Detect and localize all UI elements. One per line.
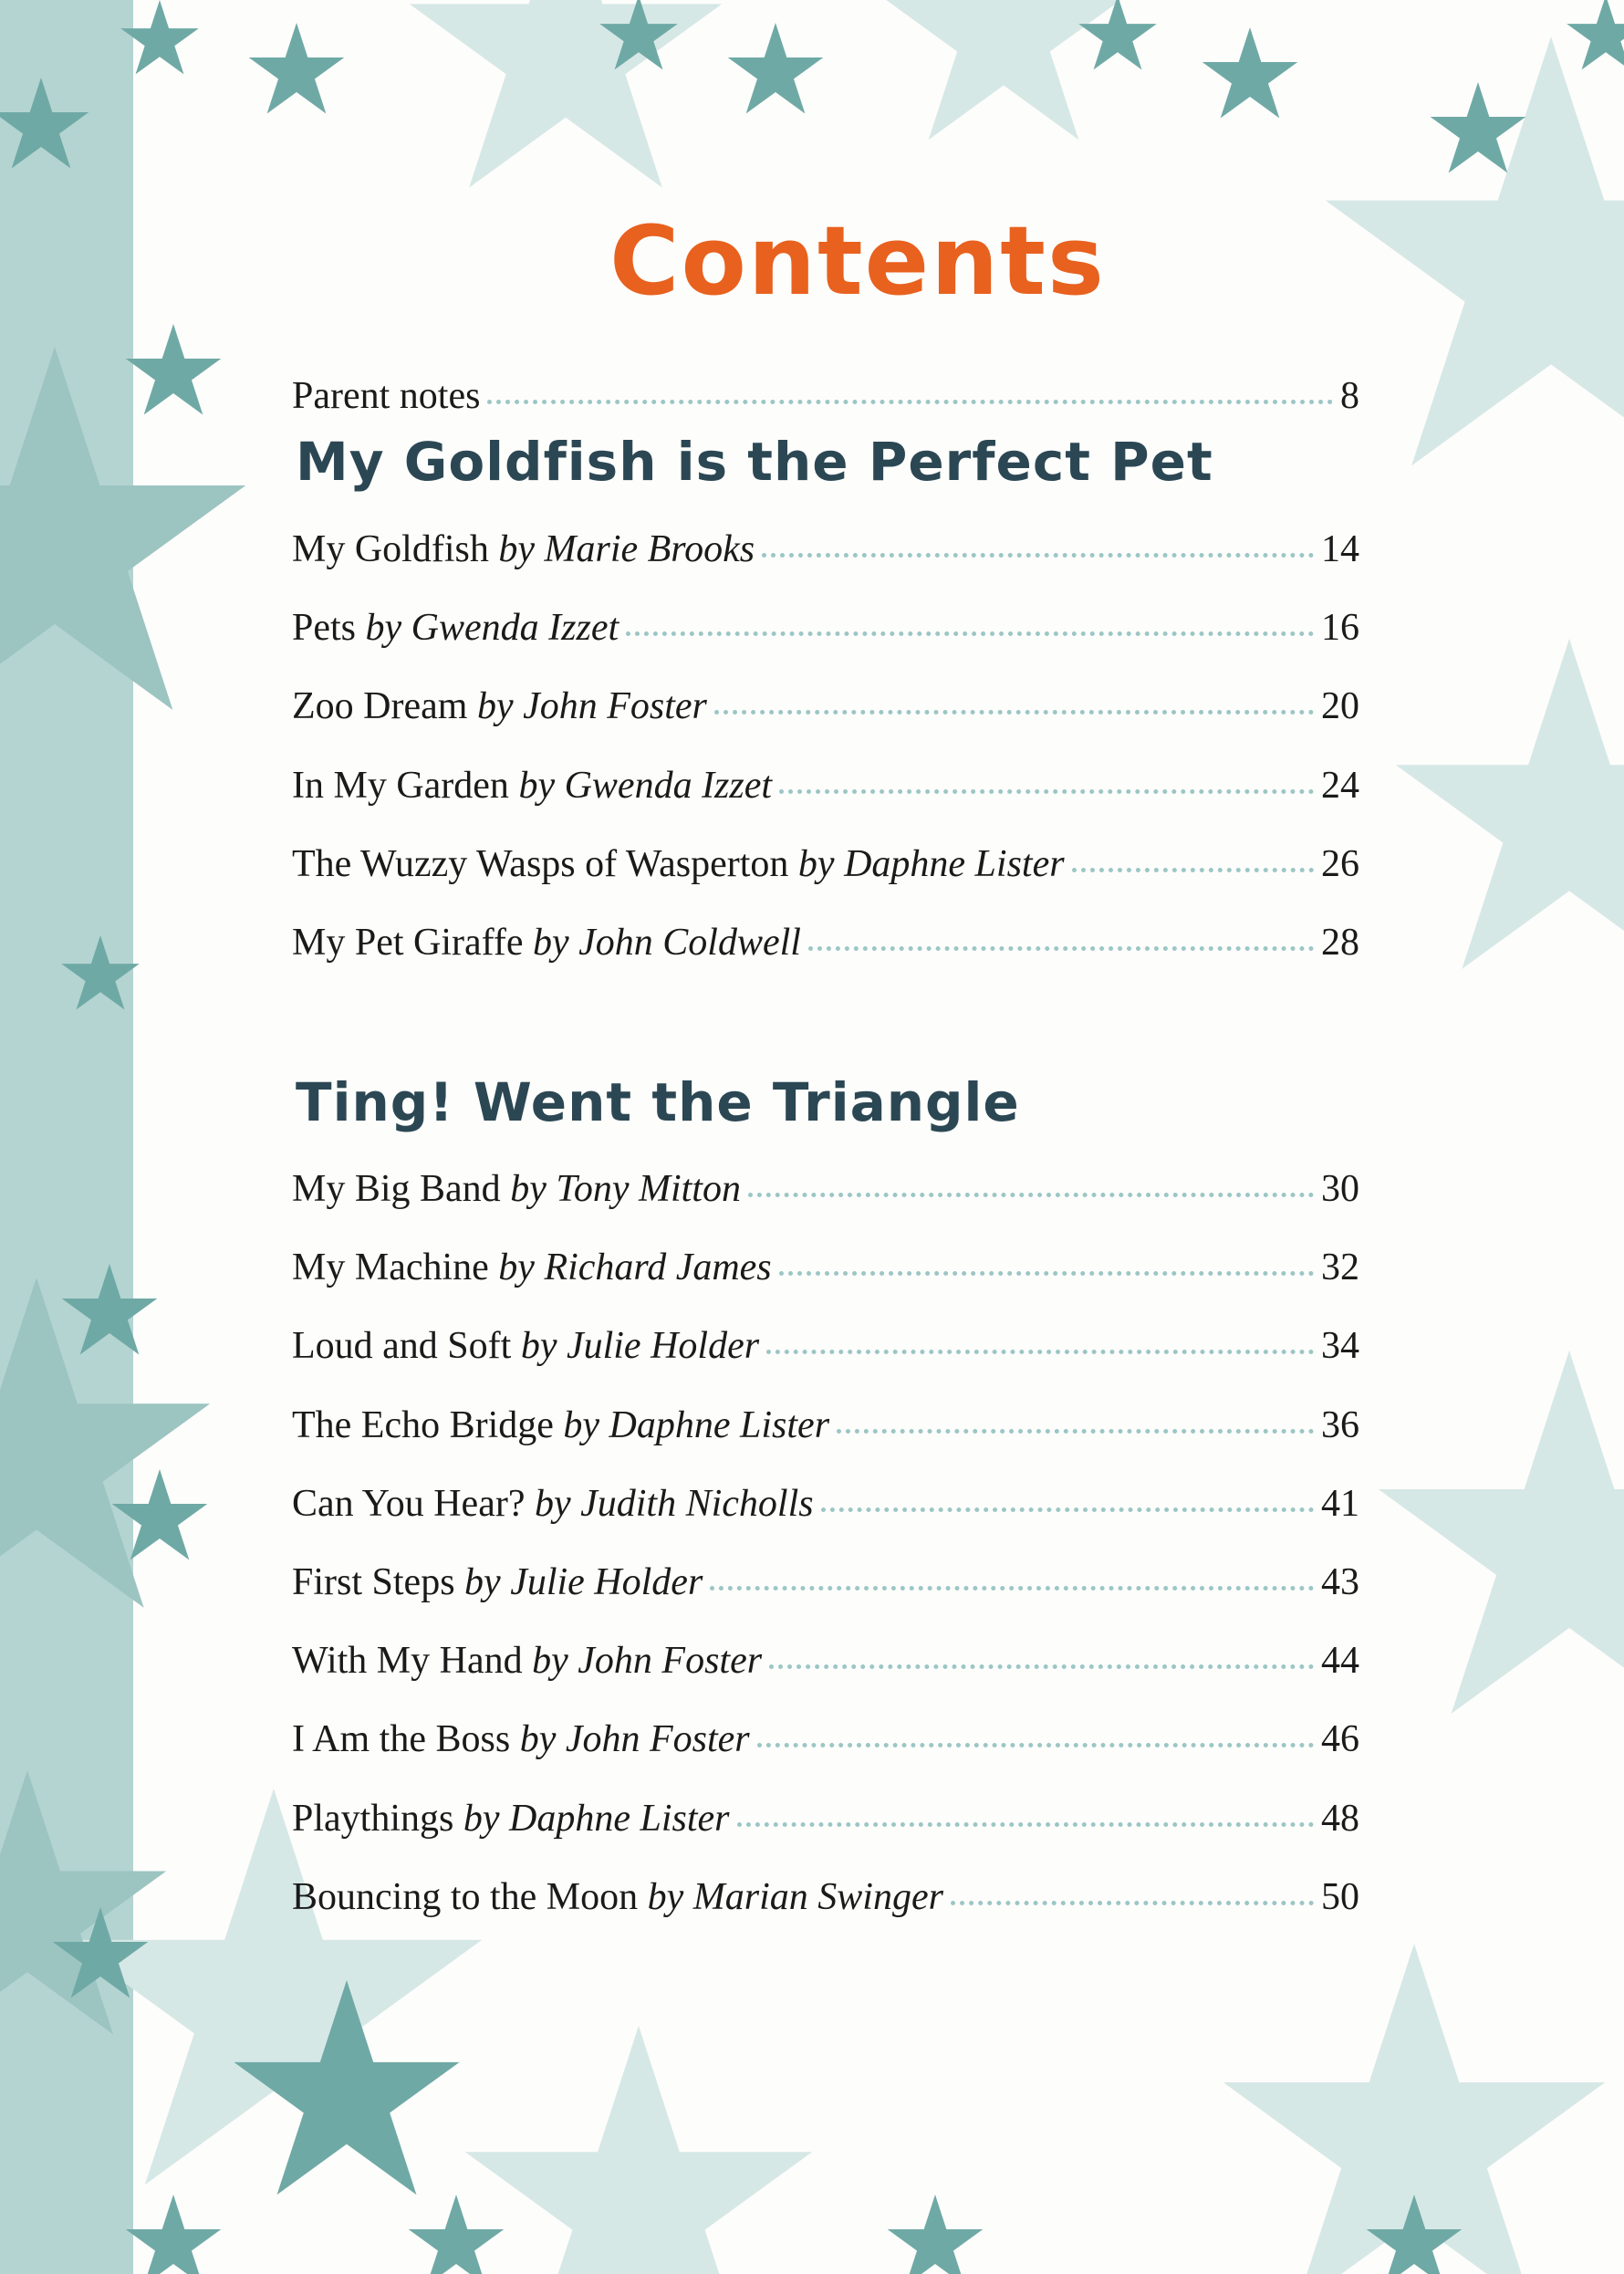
toc-entry[interactable]: [292, 1246, 1359, 1289]
dot-leader: [1072, 868, 1314, 872]
page-number: 48: [1321, 1797, 1359, 1840]
poem-title: With My Hand: [292, 1640, 523, 1683]
poem-title: My Goldfish: [292, 528, 489, 570]
entry-title: [292, 684, 707, 728]
toc-entry[interactable]: [292, 1639, 1359, 1683]
poem-title: Loud and Soft: [292, 1325, 512, 1368]
author: by Marie Brooks: [498, 528, 755, 570]
page-number: 50: [1321, 1875, 1359, 1918]
poem-title: The Wuzzy Wasps of Wasperton: [292, 842, 789, 885]
entry-title: [292, 1403, 829, 1447]
author: by John Coldwell: [533, 922, 801, 964]
poem-title: I Am the Boss: [292, 1718, 511, 1761]
page-number: 30: [1321, 1168, 1359, 1210]
page-number: 46: [1321, 1718, 1359, 1761]
page-number: 8: [1340, 375, 1359, 417]
page-number: 36: [1321, 1403, 1359, 1446]
dot-leader: [762, 553, 1314, 558]
entry-title: [292, 1324, 759, 1368]
poem-title: First Steps: [292, 1561, 455, 1603]
poem-title: Pets: [292, 607, 357, 650]
entry-title: [292, 1639, 762, 1683]
poem-title: Playthings: [292, 1797, 454, 1840]
toc-entry[interactable]: [292, 764, 1359, 808]
entry-title: [292, 1246, 772, 1289]
page-number: 28: [1321, 922, 1359, 964]
toc-entry[interactable]: [292, 1717, 1359, 1761]
page-number: 14: [1321, 528, 1359, 570]
poem-title: My Big Band: [292, 1168, 501, 1210]
page-number: 34: [1321, 1325, 1359, 1368]
toc-entry[interactable]: [292, 1560, 1359, 1604]
entry-title: [292, 764, 772, 808]
page-number: 20: [1321, 685, 1359, 728]
toc-entry[interactable]: [292, 1167, 1359, 1211]
entry-title: Parent notes: [292, 375, 481, 417]
toc-entry[interactable]: [292, 684, 1359, 728]
author: by Gwenda Izzet: [518, 764, 773, 807]
toc-entry[interactable]: [292, 606, 1359, 650]
toc-entry-parent-notes[interactable]: [292, 374, 1359, 418]
toc-entry[interactable]: [292, 1482, 1359, 1526]
page-number: 24: [1321, 764, 1359, 807]
dot-leader: [769, 1664, 1314, 1669]
page-number: 32: [1321, 1247, 1359, 1289]
dot-leader: [779, 1271, 1314, 1276]
entry-title: [292, 1717, 750, 1761]
dot-leader: [766, 1350, 1314, 1354]
entry-title: [292, 527, 755, 571]
dot-leader: [748, 1193, 1314, 1197]
section-heading: My Goldfish is the Perfect Pet: [296, 431, 1213, 493]
author: by Julie Holder: [520, 1325, 760, 1368]
poem-title: My Machine: [292, 1247, 489, 1289]
page-number: 41: [1321, 1482, 1359, 1525]
author: by Daphne Lister: [463, 1797, 730, 1840]
page-number: 16: [1321, 607, 1359, 650]
toc-entry[interactable]: [292, 1324, 1359, 1368]
poem-title: The Echo Bridge: [292, 1403, 554, 1446]
page-number: 43: [1321, 1561, 1359, 1603]
author: by John Foster: [519, 1718, 750, 1761]
section-heading: Ting! Went the Triangle: [296, 1071, 1020, 1133]
dot-leader: [626, 631, 1314, 636]
entry-title: [292, 1875, 943, 1919]
author: by John Foster: [476, 685, 707, 728]
dot-leader: [951, 1901, 1314, 1905]
author: by Gwenda Izzet: [365, 607, 619, 650]
entry-title: [292, 1167, 741, 1211]
dot-leader: [714, 710, 1314, 715]
page-title: Contents: [609, 205, 1106, 317]
author: by Marian Swinger: [647, 1875, 943, 1918]
page-number: 26: [1321, 842, 1359, 885]
toc-entry[interactable]: [292, 1797, 1359, 1841]
page-number: 44: [1321, 1640, 1359, 1683]
dot-leader: [737, 1822, 1314, 1827]
poem-title: Can You Hear?: [292, 1482, 526, 1525]
entry-title: [292, 842, 1065, 886]
poem-title: Bouncing to the Moon: [292, 1875, 639, 1918]
entry-title: [292, 1482, 814, 1526]
toc-entry[interactable]: [292, 1403, 1359, 1447]
author: by Julie Holder: [464, 1561, 703, 1603]
poem-title: In My Garden: [292, 764, 509, 807]
author: by Richard James: [498, 1247, 772, 1289]
entry-title: [292, 921, 801, 965]
dot-leader: [710, 1586, 1314, 1591]
entry-title: [292, 1560, 703, 1604]
dot-leader: [779, 789, 1314, 794]
poem-title: Zoo Dream: [292, 685, 468, 728]
dot-leader: [757, 1743, 1314, 1747]
author: by Tony Mitton: [510, 1168, 741, 1210]
dot-leader: [837, 1429, 1314, 1434]
poem-title: My Pet Giraffe: [292, 922, 524, 964]
dot-leader: [808, 946, 1314, 951]
author: by Daphne Lister: [563, 1403, 830, 1446]
entry-title: [292, 606, 619, 650]
toc-entry[interactable]: [292, 1875, 1359, 1919]
author: by Judith Nicholls: [534, 1482, 814, 1525]
toc-entry[interactable]: [292, 527, 1359, 571]
toc-entry[interactable]: [292, 921, 1359, 965]
author: by John Foster: [532, 1640, 763, 1683]
dot-leader: [487, 400, 1333, 404]
author: by Daphne Lister: [797, 842, 1065, 885]
dot-leader: [821, 1507, 1314, 1512]
entry-title: [292, 1797, 730, 1841]
toc-entry[interactable]: [292, 842, 1359, 886]
